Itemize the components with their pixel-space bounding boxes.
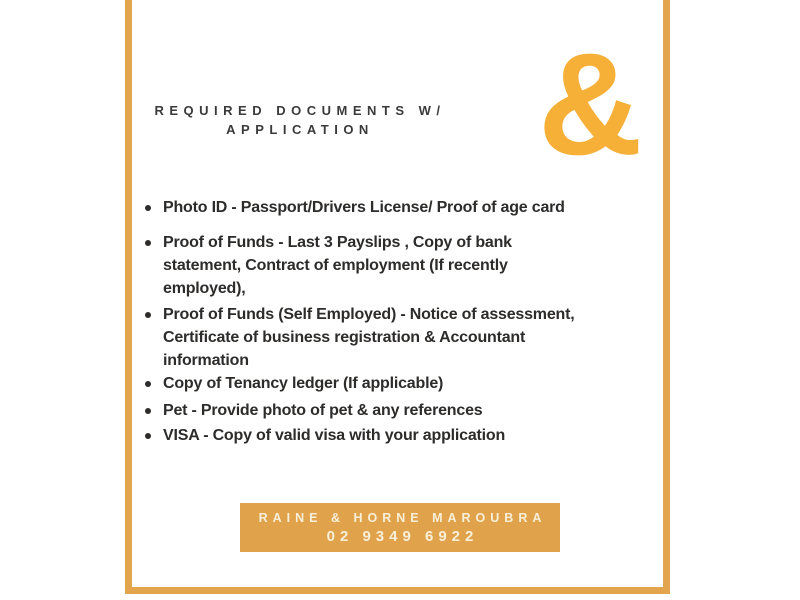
list-item <box>145 399 615 422</box>
ampersand-logo: & <box>538 23 643 185</box>
list-item-text <box>163 196 565 219</box>
page-title-line1: REQUIRED DOCUMENTS W/ <box>154 103 446 118</box>
list-item-line: Pet - Provide photo of pet & any references <box>163 402 483 419</box>
list-item-line: Proof of Funds (Self Employed) - Notice of assessment, <box>163 306 575 323</box>
list-item <box>145 196 615 219</box>
bullet-icon <box>145 408 151 414</box>
list-item-line: VISA - Copy of valid visa with your application <box>163 427 506 444</box>
bullet-icon <box>145 381 151 387</box>
phone-number: 02 9349 6922 <box>326 527 479 545</box>
contact-banner <box>240 503 560 552</box>
list-item-line: Proof of Funds - Last 3 Payslips , Copy of bank <box>163 234 512 251</box>
list-item-line: statement, Contract of employment (If recently <box>163 257 508 274</box>
bullet-icon <box>145 433 151 439</box>
list-item-line: employed), <box>163 280 246 297</box>
list-item <box>145 424 615 447</box>
list-item-line: Photo ID - Passport/Drivers License/ Proof of age card <box>163 199 565 216</box>
list-item-line: Copy of Tenancy ledger (If applicable) <box>163 375 444 392</box>
list-item-line: information <box>163 352 249 369</box>
agency-name: RAINE & HORNE MAROUBRA <box>258 510 547 525</box>
bullet-icon <box>145 205 151 211</box>
page-title-line2: APPLICATION <box>226 122 374 137</box>
list-item-text <box>163 399 482 422</box>
bullet-icon <box>145 312 151 318</box>
list-item-text <box>163 424 505 447</box>
page-title <box>150 101 450 139</box>
list-item <box>145 303 615 372</box>
list-item-text <box>163 303 574 372</box>
required-documents-list <box>145 196 615 447</box>
list-item-text <box>163 231 512 300</box>
list-item <box>145 372 615 395</box>
list-item-text <box>163 372 443 395</box>
list-item-line: Certificate of business registration & Accountant <box>163 329 526 346</box>
list-item <box>145 231 615 300</box>
bullet-icon <box>145 240 151 246</box>
